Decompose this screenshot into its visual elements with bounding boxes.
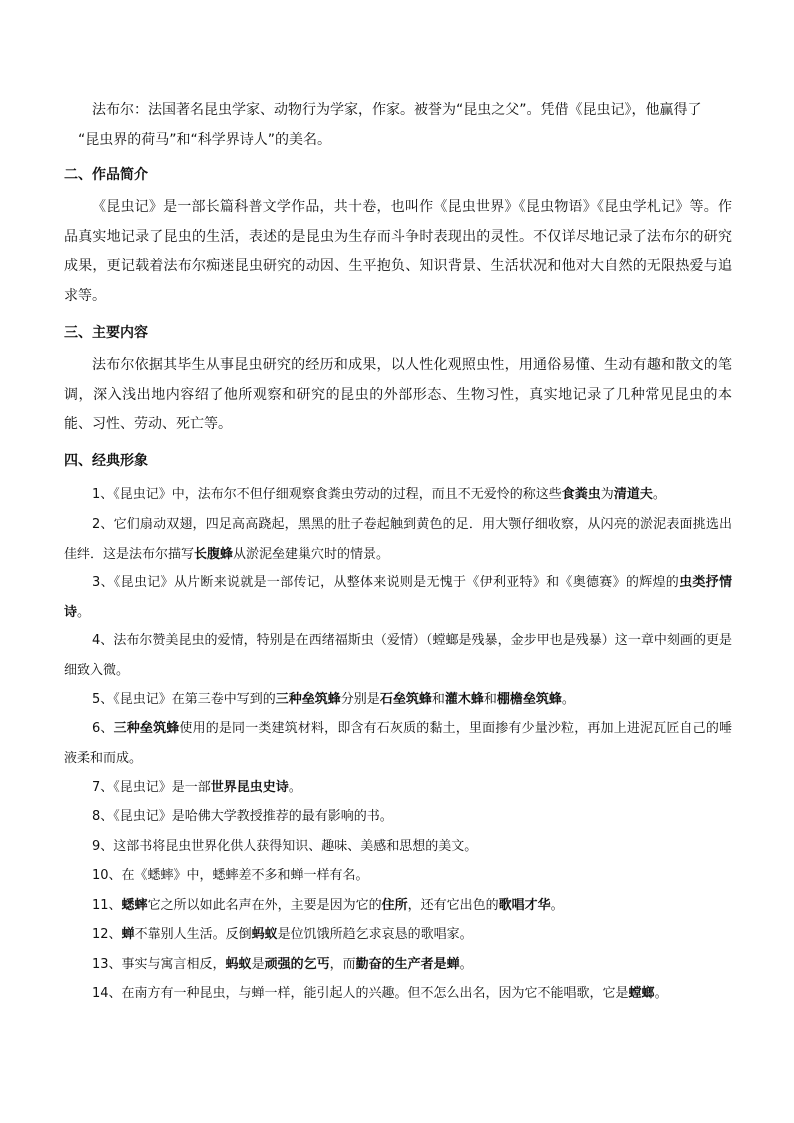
intro-paragraph — [64, 96, 732, 155]
list-item: 12、蝉不靠别人生活。反倒蚂蚁是位饥饿所趋乞求哀恳的歌唱家。 — [92, 927, 473, 942]
list-item: 11、蟋蟀它之所以如此名声在外，主要是因为它的住所，还有它出色的歌唱才华。 — [92, 898, 564, 913]
list-item: 9、这部书将昆虫世界化供人获得知识、趣味、美感和思想的美文。 — [92, 839, 478, 854]
list-item: 10、在《蟋蟀》中，蟋蟀差不多和蝉一样有名。 — [92, 868, 369, 883]
list-item: 2、它们扇动双翅，四足高高跷起，黑黑的肚子卷起触到黄色的足．用大颚仔细收察，从闪亮的淤泥表面挑选出佳绊．这是法布尔描写长腹蜂从淤泥垒建巢穴时的情景。 — [64, 517, 732, 562]
intro-line-1: 法布尔：法国著名昆虫学家、动物行为学家，作家。被誉为“昆虫之父”。凭借《昆虫记》，他赢得了 — [92, 102, 702, 118]
section-heading-classic-images: 四、经典形象 — [64, 453, 148, 469]
list-item: 8、《昆虫记》是哈佛大学教授推荐的最有影响的书。 — [92, 809, 393, 824]
section-heading-intro: 二、作品简介 — [64, 167, 148, 183]
list-item: 4、法布尔赞美昆虫的爱情，特别是在西绪福斯虫（爱情）（螳螂是残暴，金步甲也是残暴）这一章中刻画的更是细致入微。 — [64, 633, 732, 678]
intro-line-2: “昆虫界的荷马”和“科学界诗人”的美名。 — [78, 131, 332, 148]
list-item: 1、《昆虫记》中，法布尔不但仔细观察食粪虫劳动的过程，而且不无爱怜的称这些食粪虫为清道夫。 — [92, 487, 666, 502]
section-heading-content: 三、主要内容 — [64, 325, 148, 341]
section-body-intro: 《昆虫记》是一部长篇科普文学作品，共十卷，也叫作《昆虫世界》《昆虫物语》《昆虫学札记》等。作品真实地记录了昆虫的生活，表述的是昆虫为生存而斗争时表现出的灵性。不仅详尽地记录了法布尔的研究成果，更记载着法布尔痴迷昆虫研究的动因、生平抱负、知识背景、生活状况和他对大自然的无限热爱与追求等。 — [64, 199, 732, 304]
list-item: 13、事实与寓言相反，蚂蚁是顽强的乞丐，而勤奋的生产者是蝉。 — [92, 957, 473, 972]
list-item: 6、三种垒筑蜂使用的是同一类建筑材料，即含有石灰质的黏土，里面掺有少量沙粒，再加上进泥瓦匠自己的唾液柔和而成。 — [64, 721, 732, 766]
list-item: 5、《昆虫记》在第三卷中写到的三种垒筑蜂分别是石垒筑蜂和灌木蜂和棚檐垒筑蜂。 — [92, 692, 575, 707]
section-body-content: 法布尔依据其毕生从事昆虫研究的经历和成果，以人性化观照虫性，用通俗易懂、生动有趣和散文的笔调，深入浅出地内容绍了他所观察和研究的昆虫的外部形态、生物习性，真实地记录了几种常见昆虫的本能、习性、劳动、死亡等。 — [64, 357, 732, 432]
list-item: 7、《昆虫记》是一部世界昆虫史诗。 — [92, 780, 302, 795]
list-item: 14、在南方有一种昆虫，与蝉一样，能引起人的兴趣。但不怎么出名，因为它不能唱歌，它是螳螂。 — [92, 986, 668, 1001]
list-item: 3、《昆虫记》从片断来说就是一部传记，从整体来说则是无愧于《伊利亚特》和《奥德赛》的辉煌的虫类抒情诗。 — [64, 575, 732, 620]
